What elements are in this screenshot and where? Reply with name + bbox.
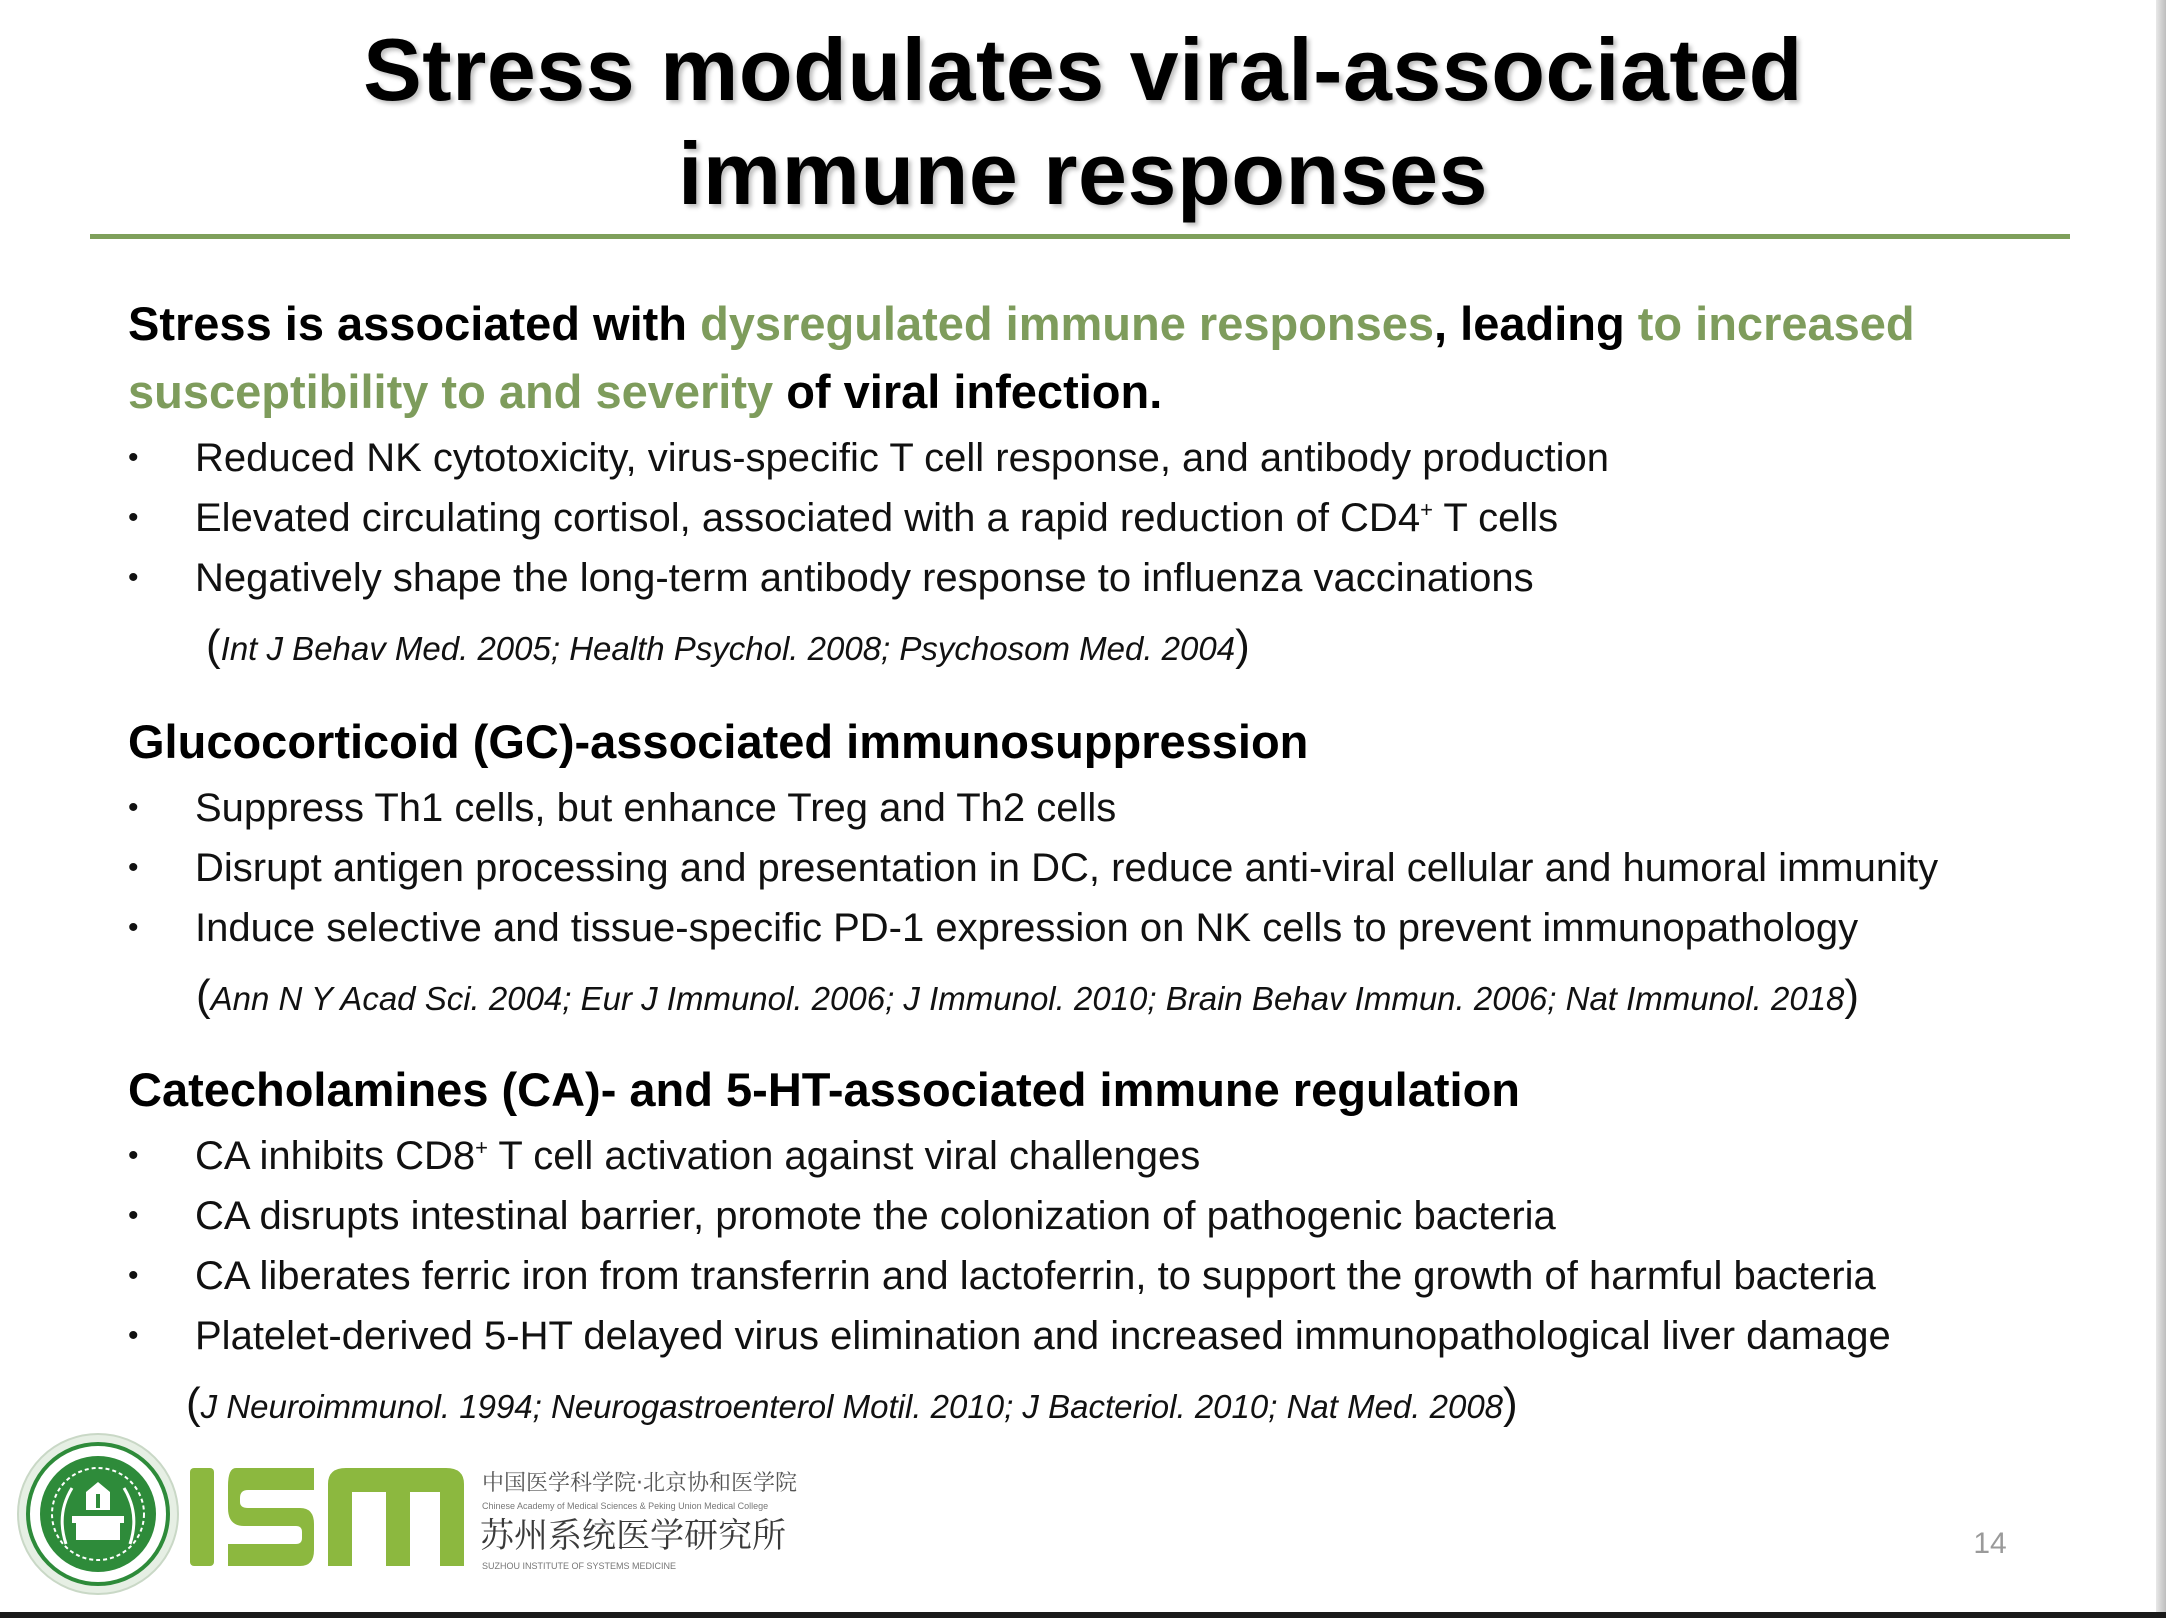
reference-text: Ann N Y Acad Sci. 2004; Eur J Immunol. 2006; J Immunol. 2010; Brain Behav Immun. 2006; Nat Immunol. 2018 xyxy=(210,980,1845,1017)
bullet-text: Disrupt antigen processing and presentation in DC, reduce anti-viral cellular and humoral immunity xyxy=(195,846,1939,890)
bullet-dot: • xyxy=(128,561,139,594)
paren-open: ( xyxy=(206,621,221,670)
stress-heading-line-1 xyxy=(128,290,1915,358)
paren-open: ( xyxy=(186,1379,201,1428)
bullet-dot: • xyxy=(128,791,139,824)
institute-name-cn-top: 中国医学科学院·北京协和医学院 xyxy=(482,1471,797,1496)
bottom-edge-bar xyxy=(0,1612,2166,1618)
bullet-text: CA disrupts intestinal barrier, promote the colonization of pathogenic bacteria xyxy=(195,1194,1556,1238)
reference-text: J Neuroimmunol. 1994; Neurogastroenterol Motil. 2010; J Bacteriol. 2010; Nat Med. 2008 xyxy=(200,1388,1504,1425)
bullet-dot: • xyxy=(128,1319,139,1352)
title-divider xyxy=(90,234,2070,239)
stress-heading-text: , leading xyxy=(1434,297,1638,350)
bullet-text: CA liberates ferric iron from transferrin and lactoferrin, to support the growth of harmful bacteria xyxy=(195,1254,1876,1298)
gc-heading: Glucocorticoid (GC)-associated immunosuppression xyxy=(128,715,1309,768)
superscript-plus: + xyxy=(1420,497,1433,522)
stress-heading-highlight: susceptibility to and severity xyxy=(128,365,774,418)
institute-name-en-top: Chinese Academy of Medical Sciences & Peking Union Medical College xyxy=(482,1501,769,1511)
bullet-dot: • xyxy=(128,1259,139,1292)
ism-logo xyxy=(188,1462,468,1572)
bullet-text-part: CA inhibits CD8 xyxy=(195,1134,476,1178)
bullet-dot: • xyxy=(128,1139,139,1172)
references-stress xyxy=(206,616,1250,679)
institute-name-cn: 苏州系统医学研究所 xyxy=(480,1516,786,1556)
paren-open: ( xyxy=(196,971,211,1020)
institute-name-en: SUZHOU INSTITUTE OF SYSTEMS MEDICINE xyxy=(482,1561,677,1571)
bullet-text: Induce selective and tissue-specific PD-1 expression on NK cells to prevent immunopathology xyxy=(195,906,1859,950)
references-ca xyxy=(186,1374,1518,1437)
bullet-dot: • xyxy=(128,501,139,534)
bullet-dot: • xyxy=(128,1199,139,1232)
right-edge-bar xyxy=(2156,0,2166,1618)
bullet-text: Platelet-derived 5-HT delayed virus elimination and increased immunopathological liver damage xyxy=(195,1314,1891,1358)
stress-heading-text: Stress is associated with xyxy=(128,297,701,350)
bullet-dot: • xyxy=(128,441,139,474)
institution-seal-icon xyxy=(16,1432,180,1596)
bullet-dot: • xyxy=(128,911,139,944)
ism-logo-text: ISM xyxy=(188,1462,190,1463)
paren-close: ) xyxy=(1235,621,1250,670)
page-number: 14 xyxy=(1973,1527,2007,1560)
bullet-dot: • xyxy=(128,851,139,884)
superscript-plus: + xyxy=(475,1135,488,1160)
bullet-text: Suppress Th1 cells, but enhance Treg and Th2 cells xyxy=(195,786,1117,830)
stress-heading-line-2 xyxy=(128,358,1162,426)
slide-title-line-1: Stress modulates viral-associated xyxy=(363,20,1803,119)
ca-heading: Catecholamines (CA)- and 5-HT-associated immune regulation xyxy=(128,1063,1520,1116)
bullet-text-part: T cell activation against viral challenges xyxy=(487,1134,1201,1178)
bullet-text-part: Elevated circulating cortisol, associated with a rapid reduction of CD4 xyxy=(195,496,1421,540)
stress-heading-highlight: to increased xyxy=(1637,297,1915,350)
bullet-text: Negatively shape the long-term antibody response to influenza vaccinations xyxy=(195,556,1534,600)
stress-heading-text: of viral infection. xyxy=(773,365,1163,418)
bullet-text: Reduced NK cytotoxicity, virus-specific T cell response, and antibody production xyxy=(195,436,1610,480)
slide-title-line-2: immune responses xyxy=(677,124,1489,223)
bullet-text xyxy=(195,488,1558,548)
references-gc xyxy=(196,966,1859,1029)
reference-text: Int J Behav Med. 2005; Health Psychol. 2008; Psychosom Med. 2004 xyxy=(220,630,1236,667)
bullet-text-part: T cells xyxy=(1432,496,1559,540)
paren-close: ) xyxy=(1503,1379,1518,1428)
paren-close: ) xyxy=(1844,971,1860,1020)
bullet-text xyxy=(195,1126,1200,1186)
stress-heading-highlight: dysregulated immune responses xyxy=(700,297,1435,350)
